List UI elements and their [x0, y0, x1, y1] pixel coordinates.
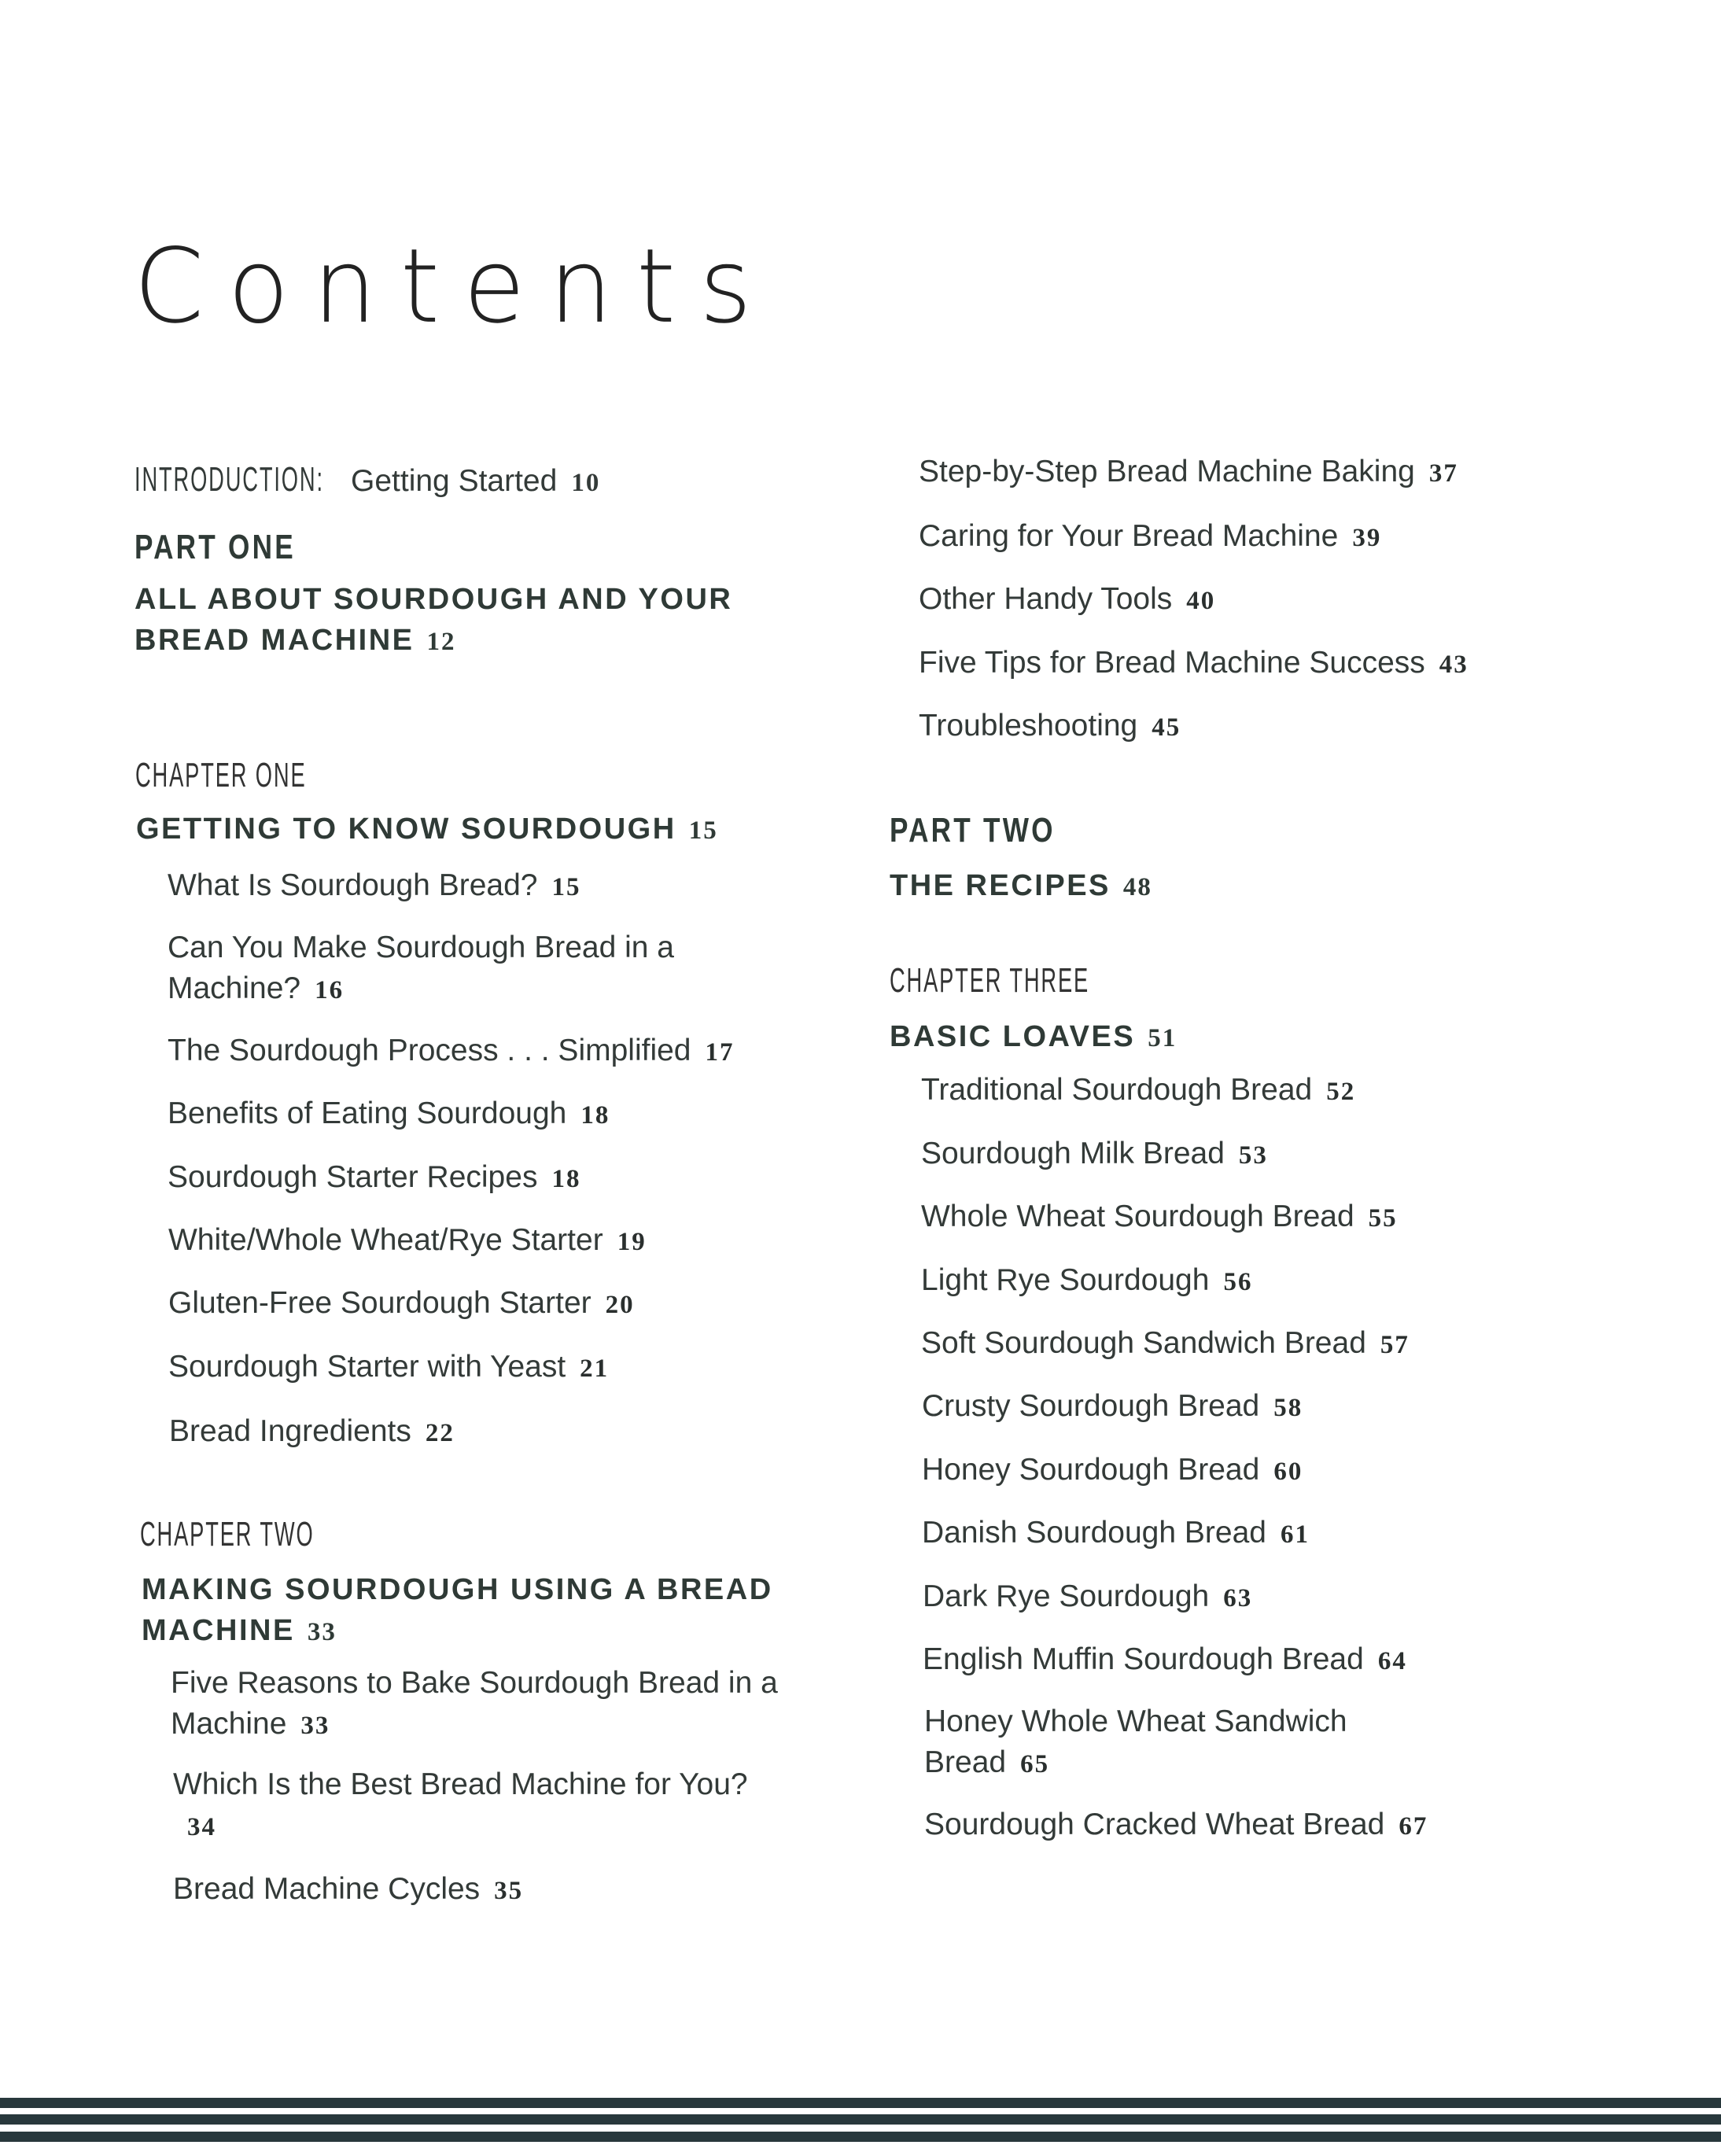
- entry-title: Crusty Sourdough Bread: [922, 1389, 1260, 1423]
- page-number: 35: [494, 1877, 524, 1905]
- entry-title: Honey Sourdough Bread: [922, 1453, 1260, 1487]
- entry-title: What Is Sourdough Bread?: [168, 868, 538, 902]
- toc-introduction[interactable]: [135, 459, 600, 503]
- page-number: 18: [551, 1165, 581, 1193]
- entry-title: Caring for Your Bread Machine: [919, 519, 1339, 553]
- toc-entry[interactable]: [921, 1133, 1268, 1176]
- page-number: 16: [315, 976, 345, 1004]
- entry-title: Which Is the Best Bread Machine for You?: [173, 1767, 748, 1801]
- entry-title: GETTING TO KNOW SOURDOUGH: [136, 813, 676, 846]
- toc-entry[interactable]: [168, 1220, 647, 1262]
- entry-title: Honey Whole Wheat Sandwich Bread: [924, 1705, 1347, 1779]
- entry-title: Light Rye Sourdough: [921, 1263, 1210, 1297]
- entry-title: The Sourdough Process . . . Simplified: [168, 1034, 691, 1067]
- page-number: 51: [1148, 1024, 1177, 1052]
- entry-title: ALL ABOUT SOURDOUGH AND YOUR BREAD MACHINE: [135, 583, 733, 657]
- page-number: 22: [425, 1419, 455, 1447]
- toc-entry[interactable]: [168, 1093, 610, 1136]
- entry-title: Benefits of Eating Sourdough: [168, 1096, 567, 1130]
- entry-title: English Muffin Sourdough Bread: [923, 1642, 1364, 1676]
- page-number: 19: [617, 1228, 647, 1256]
- toc-entry[interactable]: [168, 927, 718, 1011]
- page-number: 15: [551, 873, 581, 901]
- toc-entry[interactable]: [924, 1701, 1412, 1785]
- entry-title: Traditional Sourdough Bread: [921, 1073, 1313, 1107]
- page-number: 48: [1122, 873, 1152, 901]
- toc-entry[interactable]: [171, 1663, 792, 1746]
- entry-title: Sourdough Starter with Yeast: [168, 1350, 566, 1384]
- toc-entry[interactable]: [168, 865, 580, 908]
- page-number: 53: [1238, 1141, 1268, 1170]
- page-number: 37: [1428, 459, 1458, 488]
- toc-part-two-title[interactable]: [890, 865, 1152, 908]
- entry-title: Five Tips for Bread Machine Success: [919, 646, 1425, 680]
- toc-entry[interactable]: [919, 516, 1381, 558]
- entry-title: Whole Wheat Sourdough Bread: [921, 1200, 1354, 1233]
- entry-title: Gluten-Free Sourdough Starter: [168, 1286, 591, 1320]
- toc-entry[interactable]: [919, 643, 1469, 685]
- toc-entry[interactable]: [168, 1030, 735, 1073]
- entry-title: Getting Started: [351, 464, 558, 498]
- entry-title: Dark Rye Sourdough: [923, 1579, 1210, 1613]
- page-number: 33: [307, 1618, 337, 1646]
- footer-stripe: [0, 2098, 1721, 2108]
- page-number: 39: [1352, 524, 1382, 552]
- page-number: 33: [300, 1712, 330, 1740]
- page-number: 67: [1399, 1812, 1428, 1841]
- toc-entry[interactable]: [168, 1347, 609, 1389]
- page-number: 52: [1326, 1078, 1356, 1106]
- entry-title: Five Reasons to Bake Sourdough Bread in a Machine: [171, 1666, 778, 1741]
- entry-title: MAKING SOURDOUGH USING A BREAD MACHINE: [142, 1573, 773, 1647]
- entry-title: Soft Sourdough Sandwich Bread: [921, 1326, 1366, 1360]
- footer-stripe: [0, 2132, 1721, 2142]
- page-title: Contents: [134, 227, 776, 347]
- toc-entry[interactable]: [923, 1576, 1252, 1619]
- entry-title: White/Whole Wheat/Rye Starter: [168, 1223, 603, 1257]
- page-number: 15: [688, 816, 718, 845]
- entry-title: BASIC LOAVES: [890, 1020, 1136, 1053]
- chapter-one-label: CHAPTER ONE: [135, 756, 307, 794]
- toc-entry[interactable]: [922, 1386, 1303, 1428]
- toc-chapter-three-title[interactable]: [890, 1016, 1177, 1059]
- toc-entry[interactable]: [921, 1196, 1398, 1239]
- part-two-label: PART TWO: [890, 811, 1056, 850]
- toc-entry[interactable]: [919, 451, 1458, 494]
- page-number: 17: [705, 1038, 735, 1067]
- toc-entry[interactable]: [173, 1869, 523, 1911]
- entry-title: Can You Make Sourdough Bread in a Machine?: [168, 931, 674, 1005]
- intro-label: INTRODUCTION:: [135, 460, 324, 499]
- toc-entry[interactable]: [922, 1450, 1303, 1492]
- toc-entry[interactable]: [921, 1323, 1410, 1365]
- page-number: 65: [1020, 1750, 1050, 1778]
- page-number: 58: [1273, 1394, 1303, 1422]
- toc-entry[interactable]: [924, 1804, 1428, 1847]
- entry-title: Sourdough Cracked Wheat Bread: [924, 1808, 1385, 1841]
- page-number: 64: [1377, 1647, 1407, 1675]
- page-number: 43: [1439, 650, 1469, 679]
- toc-entry[interactable]: [922, 1513, 1310, 1555]
- toc-entry[interactable]: [919, 579, 1215, 621]
- footer-stripe: [0, 2114, 1721, 2125]
- entry-title: Other Handy Tools: [919, 582, 1173, 616]
- toc-entry[interactable]: [173, 1764, 755, 1848]
- entry-title: Bread Machine Cycles: [173, 1872, 481, 1906]
- toc-entry[interactable]: [921, 1260, 1252, 1303]
- page-number: 12: [426, 628, 456, 656]
- toc-entry[interactable]: [921, 1070, 1355, 1112]
- page-number: 21: [580, 1354, 610, 1383]
- page-number: 18: [580, 1101, 610, 1130]
- toc-entry[interactable]: [168, 1283, 635, 1325]
- toc-entry[interactable]: [923, 1639, 1407, 1682]
- page-number: 20: [605, 1291, 635, 1319]
- entry-title: Troubleshooting: [919, 709, 1138, 743]
- page-number: 45: [1152, 713, 1181, 742]
- toc-chapter-two-title[interactable]: [142, 1569, 794, 1653]
- page-number: 57: [1380, 1331, 1410, 1359]
- chapter-three-label: CHAPTER THREE: [890, 961, 1090, 1000]
- page-number: 10: [571, 469, 601, 497]
- entry-title: Sourdough Milk Bread: [921, 1137, 1225, 1170]
- page-number: 34: [187, 1813, 216, 1841]
- entry-title: THE RECIPES: [890, 869, 1111, 902]
- toc-entry[interactable]: [919, 706, 1181, 748]
- page-number: 63: [1223, 1584, 1253, 1612]
- part-one-label: PART ONE: [135, 528, 296, 566]
- page-number: 40: [1186, 587, 1216, 615]
- page-number: 60: [1273, 1458, 1303, 1486]
- toc-part-one-title[interactable]: [135, 579, 779, 662]
- toc-chapter-one-title[interactable]: [136, 809, 844, 851]
- toc-entry[interactable]: [169, 1411, 455, 1454]
- page-number: 55: [1368, 1204, 1398, 1233]
- entry-title: Danish Sourdough Bread: [922, 1516, 1266, 1550]
- page-number: 61: [1280, 1520, 1310, 1549]
- chapter-two-label: CHAPTER TWO: [140, 1515, 315, 1553]
- entry-title: Step-by-Step Bread Machine Baking: [919, 455, 1415, 488]
- entry-title: Sourdough Starter Recipes: [168, 1160, 538, 1194]
- page-number: 56: [1223, 1268, 1253, 1296]
- entry-title: Bread Ingredients: [169, 1414, 411, 1448]
- toc-entry[interactable]: [168, 1157, 580, 1200]
